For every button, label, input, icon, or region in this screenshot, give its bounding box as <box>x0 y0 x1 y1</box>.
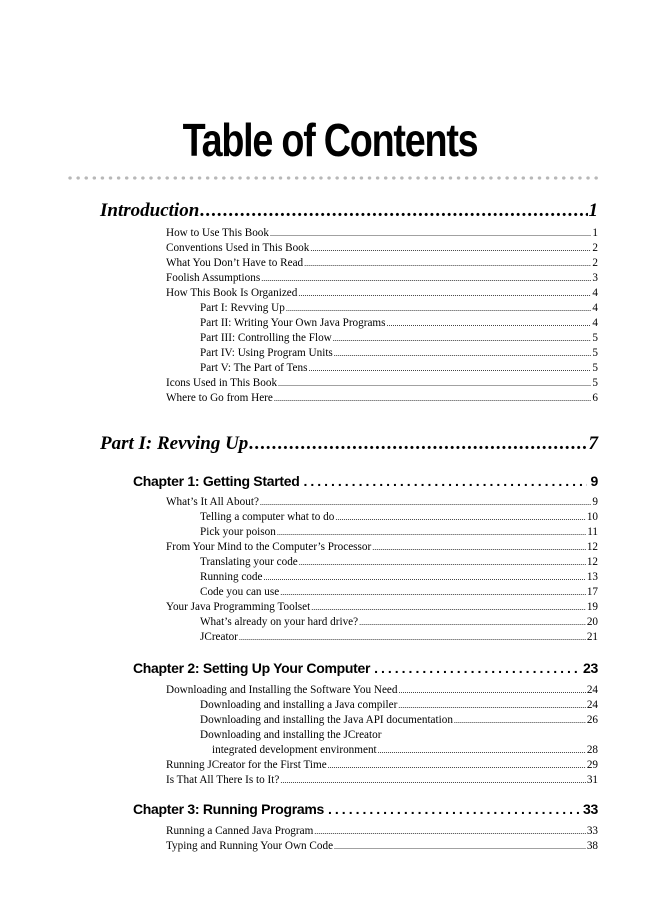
entry-page: 5 <box>592 377 598 389</box>
leader-dots <box>374 658 579 678</box>
leader-dots <box>333 331 592 346</box>
section-page: 1 <box>588 200 598 221</box>
entry-label: Pick your poison <box>200 526 276 538</box>
entry-label: Conventions Used in This Book <box>166 242 310 254</box>
chapter-page: 23 <box>583 660 598 676</box>
entry-label: Your Java Programming Toolset <box>166 601 311 613</box>
entry-label: Icons Used in This Book <box>166 377 278 389</box>
toc-entry[interactable] <box>200 615 598 630</box>
toc-entry[interactable] <box>200 331 598 346</box>
leader-dots <box>359 615 586 630</box>
leader-dots <box>260 495 591 510</box>
chapter-page: 33 <box>583 801 598 817</box>
entry-label: Is That All There Is to It? <box>166 774 280 786</box>
leader-dots <box>310 241 591 256</box>
toc-chapter-2[interactable] <box>133 658 598 678</box>
leader-dots <box>239 630 586 645</box>
leader-dots <box>303 471 586 491</box>
toc-entry[interactable] <box>166 271 598 286</box>
entry-page: 5 <box>592 362 598 374</box>
entry-page: 33 <box>586 825 598 837</box>
leader-dots <box>314 824 586 839</box>
page-title: Table of Contents <box>182 114 478 166</box>
entry-label: Telling a computer what to do <box>200 511 335 523</box>
entry-page: 6 <box>592 392 598 404</box>
entry-page: 10 <box>586 511 598 523</box>
toc-entry[interactable] <box>200 316 598 331</box>
leader-dots <box>278 376 591 391</box>
entry-label: Where to Go from Here <box>166 392 273 404</box>
leader-dots <box>304 256 591 271</box>
leader-dots <box>200 199 587 223</box>
entry-page: 5 <box>592 347 598 359</box>
entry-page: 26 <box>586 714 598 726</box>
entry-label: integrated development environment <box>212 744 377 756</box>
leader-dots <box>263 570 585 585</box>
toc-entry[interactable] <box>166 600 598 615</box>
toc-entry[interactable] <box>166 773 598 788</box>
toc-entry[interactable] <box>166 376 598 391</box>
entry-page: 38 <box>586 840 598 852</box>
entry-page: 2 <box>592 257 598 269</box>
entry-page: 4 <box>592 302 598 314</box>
dotted-divider <box>66 174 602 182</box>
entry-label: How This Book Is Organized <box>166 287 298 299</box>
entry-label: How to Use This Book <box>166 227 269 239</box>
leader-dots <box>334 839 586 854</box>
leader-dots <box>274 391 592 406</box>
entry-page: 28 <box>586 744 598 756</box>
leader-dots <box>299 555 586 570</box>
leader-dots <box>286 301 592 316</box>
entry-page: 17 <box>586 586 598 598</box>
entry-label: Part III: Controlling the Flow <box>200 332 332 344</box>
entry-page: 4 <box>592 317 598 329</box>
entry-page: 12 <box>586 541 598 553</box>
leader-dots <box>280 773 586 788</box>
entry-label: Part V: The Part of Tens <box>200 362 308 374</box>
toc-entry[interactable] <box>212 743 598 758</box>
chapter-label: Chapter 2: Setting Up Your Computer <box>133 660 371 676</box>
leader-dots <box>277 525 586 540</box>
entry-page: 31 <box>586 774 598 786</box>
toc-entry[interactable] <box>166 241 598 256</box>
toc-chapter-3[interactable] <box>133 799 598 819</box>
entry-page: 20 <box>586 616 598 628</box>
toc-section-introduction[interactable] <box>100 199 598 223</box>
leader-dots <box>249 432 587 456</box>
leader-dots <box>372 540 586 555</box>
entry-label: What’s already on your hard drive? <box>200 616 359 628</box>
entry-page: 21 <box>586 631 598 643</box>
leader-dots <box>454 713 586 728</box>
section-label: Part I: Revving Up <box>100 433 249 454</box>
toc-entry[interactable] <box>166 286 598 301</box>
entry-label: Translating your code <box>200 556 298 568</box>
entry-label: Foolish Assumptions <box>166 272 261 284</box>
entry-page: 3 <box>592 272 598 284</box>
entry-label: JCreator <box>200 631 238 643</box>
toc-entry[interactable] <box>166 758 598 773</box>
chapter-label: Chapter 3: Running Programs <box>133 801 325 817</box>
leader-dots <box>308 361 591 376</box>
entry-page: 5 <box>592 332 598 344</box>
toc-entry[interactable] <box>166 391 598 406</box>
leader-dots <box>334 346 592 361</box>
chapter-label: Chapter 1: Getting Started <box>133 473 300 489</box>
entry-label: Running JCreator for the First Time <box>166 759 327 771</box>
toc-entry[interactable] <box>200 698 598 713</box>
entry-label: Downloading and installing a Java compiler <box>200 699 398 711</box>
entry-page: 13 <box>586 571 598 583</box>
section-page: 7 <box>588 433 598 454</box>
entry-label: From Your Mind to the Computer’s Processor <box>166 541 372 553</box>
leader-dots <box>378 743 586 758</box>
entry-page: 1 <box>592 227 598 239</box>
section-label: Introduction <box>100 200 200 221</box>
entry-label: Part II: Writing Your Own Java Programs <box>200 317 386 329</box>
entry-page: 24 <box>586 699 598 711</box>
leader-dots <box>311 600 586 615</box>
leader-dots <box>270 226 591 241</box>
entry-page: 12 <box>586 556 598 568</box>
toc-chapter-1[interactable] <box>133 471 598 491</box>
toc-entry[interactable] <box>200 346 598 361</box>
toc-entry[interactable] <box>200 510 598 525</box>
leader-dots <box>261 271 591 286</box>
leader-dots <box>328 799 579 819</box>
entry-label: Running code <box>200 571 263 583</box>
chapter-page: 9 <box>590 473 598 489</box>
entry-label: Part I: Revving Up <box>200 302 285 314</box>
toc-entry[interactable] <box>166 824 598 839</box>
toc-entry[interactable] <box>166 495 598 510</box>
entry-label: What You Don’t Have to Read <box>166 257 304 269</box>
entry-page: 29 <box>586 759 598 771</box>
entry-label: Code you can use <box>200 586 280 598</box>
toc-entry[interactable] <box>200 585 598 600</box>
entry-label: What’s It All About? <box>166 496 259 508</box>
toc-entry[interactable] <box>166 683 598 698</box>
toc-part-1[interactable] <box>100 432 598 456</box>
toc-entry[interactable] <box>200 555 598 570</box>
toc-entry[interactable] <box>200 713 598 728</box>
entry-page: 4 <box>592 287 598 299</box>
entry-page: 9 <box>592 496 598 508</box>
toc-entry[interactable] <box>200 301 598 316</box>
entry-label: Downloading and installing the Java API documentation <box>200 714 453 726</box>
leader-dots <box>280 585 586 600</box>
leader-dots <box>328 758 586 773</box>
entry-page: 19 <box>586 601 598 613</box>
entry-label: Downloading and Installing the Software You Need <box>166 684 398 696</box>
toc-entry[interactable] <box>166 540 598 555</box>
toc-entry[interactable] <box>200 630 598 645</box>
toc-entry[interactable] <box>200 361 598 376</box>
entry-page: 24 <box>586 684 598 696</box>
entry-label: Running a Canned Java Program <box>166 825 314 837</box>
toc-entry[interactable] <box>200 570 598 585</box>
toc-entry[interactable] <box>200 525 598 540</box>
entry-page: 2 <box>592 242 598 254</box>
toc-entry[interactable] <box>166 226 598 241</box>
toc-entry[interactable] <box>166 839 598 854</box>
toc-entry-continued[interactable]: Downloading and installing the JCreator <box>200 729 382 741</box>
leader-dots <box>298 286 591 301</box>
leader-dots <box>386 316 591 331</box>
entry-page: 11 <box>587 526 598 538</box>
leader-dots <box>335 510 585 525</box>
entry-label: Typing and Running Your Own Code <box>166 840 334 852</box>
leader-dots <box>398 683 585 698</box>
entry-label: Part IV: Using Program Units <box>200 347 333 359</box>
toc-entry[interactable] <box>166 256 598 271</box>
leader-dots <box>398 698 586 713</box>
